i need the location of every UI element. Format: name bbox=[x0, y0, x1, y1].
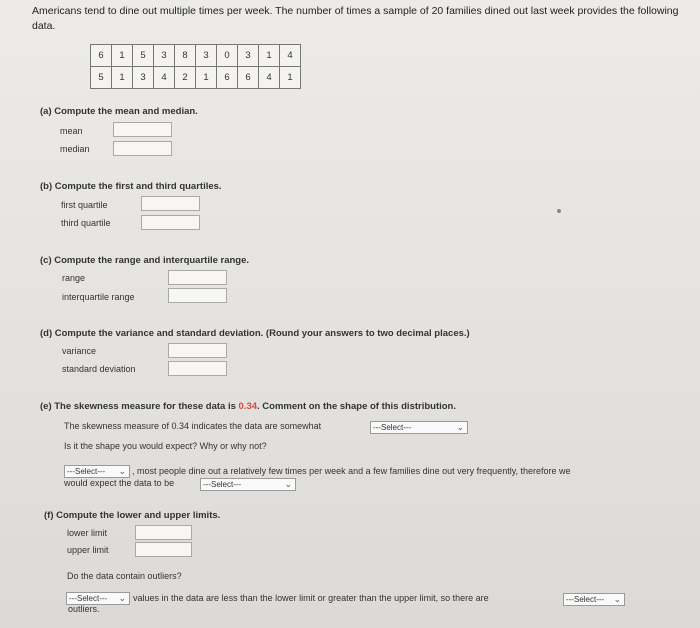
part-e-heading bbox=[40, 401, 456, 412]
chevron-down-icon: ⌄ bbox=[456, 422, 464, 432]
upper-limit-label: upper limit bbox=[67, 545, 109, 555]
cursor-dot bbox=[557, 209, 561, 213]
skewness-statement: The skewness measure of 0.34 indicates the data are somewhat bbox=[64, 421, 322, 431]
part-e-heading-pre: (e) The skewness measure for these data is bbox=[40, 401, 239, 412]
data-cell: 2 bbox=[175, 67, 196, 89]
outliers-any-select[interactable] bbox=[563, 593, 625, 606]
mean-input[interactable] bbox=[113, 122, 172, 137]
data-row-1 bbox=[91, 45, 301, 67]
part-a-heading: (a) Compute the mean and median. bbox=[40, 106, 198, 117]
data-row-2 bbox=[91, 67, 301, 89]
data-table bbox=[90, 44, 301, 89]
expected-shape-select-value: ---Select--- bbox=[203, 480, 242, 489]
data-cell: 3 bbox=[238, 45, 259, 67]
outliers-end-text: outliers. bbox=[68, 604, 100, 614]
expected-shape-select[interactable] bbox=[200, 478, 296, 491]
chevron-down-icon: ⌄ bbox=[118, 593, 126, 603]
first-quartile-label: first quartile bbox=[61, 200, 108, 210]
upper-limit-input[interactable] bbox=[135, 542, 192, 557]
mean-label: mean bbox=[60, 126, 83, 136]
part-b-heading: (b) Compute the first and third quartiles. bbox=[40, 181, 222, 192]
part-e-heading-post: . Comment on the shape of this distribution. bbox=[257, 401, 457, 412]
variance-label: variance bbox=[62, 346, 97, 356]
skewness-value: 0.34 bbox=[238, 401, 258, 412]
data-cell: 5 bbox=[91, 67, 112, 89]
skew-shape-select[interactable] bbox=[370, 421, 468, 434]
part-d-heading: (d) Compute the variance and standard deviation. (Round your answers to two decimal places.) bbox=[40, 328, 470, 339]
data-cell: 1 bbox=[112, 45, 133, 67]
data-cell: 6 bbox=[238, 67, 259, 89]
part-c-heading: (c) Compute the range and interquartile range. bbox=[40, 255, 250, 266]
chevron-down-icon: ⌄ bbox=[613, 594, 621, 604]
reason-text-line-2: would expect the data to be bbox=[64, 478, 175, 488]
outliers-text: values in the data are less than the lower limit or greater than the upper limit, so there are bbox=[133, 593, 489, 603]
data-cell: 3 bbox=[154, 45, 175, 67]
chevron-down-icon: ⌄ bbox=[284, 479, 292, 489]
expected-question: Is it the shape you would expect? Why or why not? bbox=[64, 441, 267, 451]
third-quartile-label: third quartile bbox=[61, 218, 111, 228]
data-cell: 1 bbox=[196, 67, 217, 89]
data-cell: 6 bbox=[91, 45, 112, 67]
outliers-yesno-select-value: ---Select--- bbox=[69, 594, 108, 603]
data-cell: 1 bbox=[280, 67, 301, 89]
first-quartile-input[interactable] bbox=[141, 196, 200, 211]
problem-intro: Americans tend to dine out multiple times per week. The number of times a sample of 20 families dined out last week provides the following data. bbox=[32, 5, 679, 32]
outliers-question: Do the data contain outliers? bbox=[67, 571, 182, 581]
outliers-any-select-value: ---Select--- bbox=[566, 595, 605, 604]
data-cell: 3 bbox=[133, 67, 154, 89]
data-cell: 5 bbox=[133, 45, 154, 67]
part-f-heading: (f) Compute the lower and upper limits. bbox=[44, 510, 221, 521]
data-cell: 1 bbox=[259, 45, 280, 67]
data-cell: 0 bbox=[217, 45, 238, 67]
lower-limit-label: lower limit bbox=[67, 528, 108, 538]
std-dev-label: standard deviation bbox=[62, 364, 136, 374]
chevron-down-icon: ⌄ bbox=[118, 466, 126, 476]
reason-text: , most people dine out a relatively few times per week and a few families dine out very frequently, therefore we bbox=[132, 466, 571, 476]
iqr-label: interquartile range bbox=[62, 292, 135, 302]
range-input[interactable] bbox=[168, 270, 227, 285]
iqr-input[interactable] bbox=[168, 288, 227, 303]
expected-select-value: ---Select--- bbox=[67, 467, 106, 476]
data-cell: 4 bbox=[154, 67, 175, 89]
variance-input[interactable] bbox=[168, 343, 227, 358]
median-label: median bbox=[60, 144, 90, 154]
data-cell: 4 bbox=[259, 67, 280, 89]
data-cell: 6 bbox=[217, 67, 238, 89]
data-cell: 4 bbox=[280, 45, 301, 67]
range-label: range bbox=[62, 273, 86, 283]
skew-shape-select-value: ---Select--- bbox=[373, 423, 412, 432]
median-input[interactable] bbox=[113, 141, 172, 156]
lower-limit-input[interactable] bbox=[135, 525, 192, 540]
data-cell: 8 bbox=[175, 45, 196, 67]
third-quartile-input[interactable] bbox=[141, 215, 200, 230]
data-cell: 3 bbox=[196, 45, 217, 67]
data-cell: 1 bbox=[112, 67, 133, 89]
std-dev-input[interactable] bbox=[168, 361, 227, 376]
